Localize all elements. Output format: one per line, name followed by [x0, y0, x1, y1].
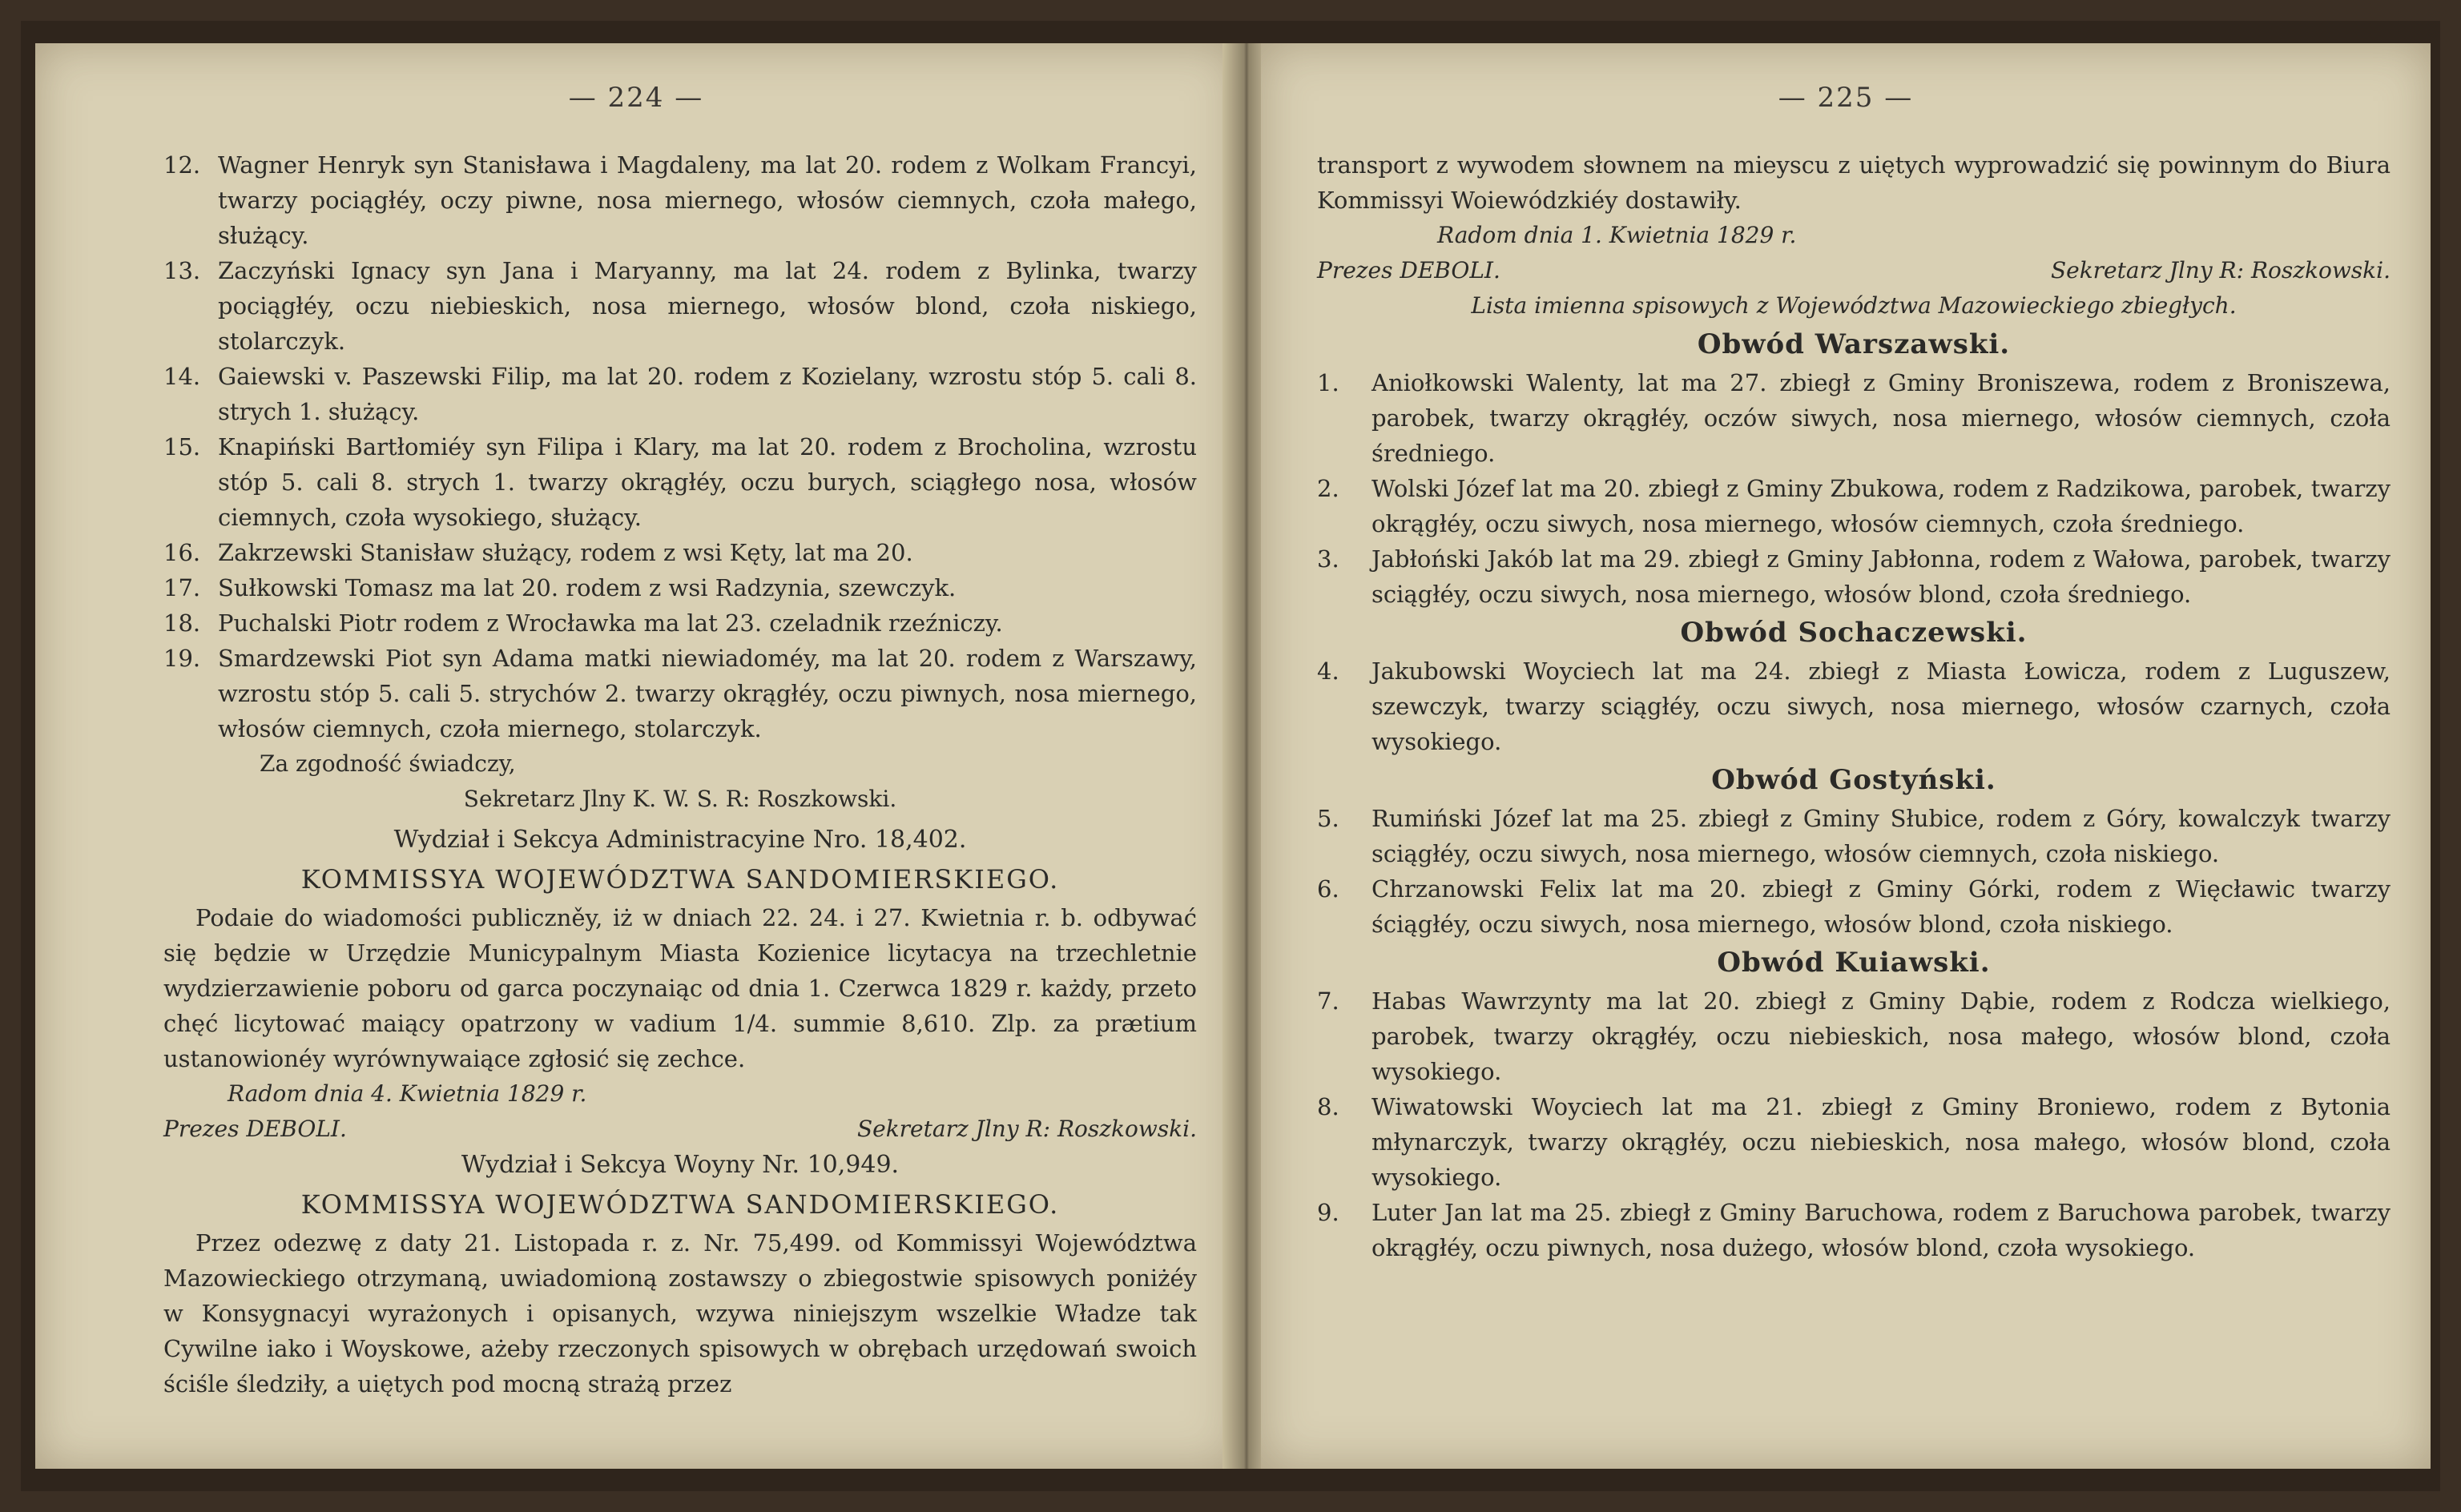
signature-row [1317, 253, 2391, 288]
entry-number: 8. [1317, 1093, 1339, 1120]
entry-number: 1. [1317, 369, 1339, 396]
department-line: Wydział i Sekcya Woyny Nr. 10,949. [461, 1151, 900, 1179]
list-item [1317, 653, 2391, 759]
list-item [163, 429, 1197, 535]
entry-text: Zaczyński Ignacy syn Jana i Maryanny, ma lat 24. rodem z Bylinka, twarzy pociągłéy, oczu niebieskich, nosa miernego, włosów blond, czoła niskiego, stolarczyk. [218, 257, 1197, 355]
entry-text: Gaiewski v. Paszewski Filip, ma lat 20. rodem z Kozielany, wzrostu stóp 5. cali 8. strych 1. służący. [218, 363, 1197, 425]
district-heading: Obwód Warszawski. [1697, 328, 2011, 360]
district-heading: Obwód Gostyński. [1711, 764, 1996, 796]
entry-text: Aniołkowski Walenty, lat ma 27. zbiegł z Gminy Broniszewa, rodem z Broniszewa, parobek, twarzy okrągłéy, oczów siwych, nosa miernego, włosów ciemnych, czoła średniego. [1371, 369, 2391, 467]
entry-number: 16. [163, 539, 201, 566]
entry-text: Sułkowski Tomasz ma lat 20. rodem z wsi Radzynia, szewczyk. [218, 574, 957, 601]
entry-number: 12. [163, 151, 201, 179]
list-item [1317, 365, 2391, 471]
entry-text: Knapiński Bartłomiéy syn Filipa i Klary, ma lat 20. rodem z Brocholina, wzrostu stóp 5. cali 8. strych 1. twarzy okrągłéy, oczu burych, sciągłego nosa, włosów ciemnych, czoła wysokiego, służący. [218, 433, 1197, 531]
entry-number: 9. [1317, 1199, 1339, 1226]
list-item [1317, 801, 2391, 871]
entry-text: Zakrzewski Stanisław służący, rodem z wsi Kęty, lat ma 20. [218, 539, 913, 566]
date-line: Radom dnia 4. Kwietnia 1829 r. [228, 1080, 587, 1107]
left-page [35, 43, 1237, 1469]
entry-number: 4. [1317, 657, 1339, 685]
right-page [1261, 43, 2431, 1469]
list-item [163, 147, 1197, 253]
list-item [1317, 1195, 2391, 1265]
list-item [163, 641, 1197, 746]
secretary-signature: Sekretarz Jlny R: Roszkowski. [856, 1116, 1197, 1142]
entry-text: Jabłoński Jakób lat ma 29. zbiegł z Gminy Jabłonna, rodem z Wałowa, parobek, twarzy sciągłéy, oczu siwych, nosa miernego, włosów blond, czoła średniego. [1371, 545, 2391, 608]
signature-row [163, 1112, 1197, 1147]
entry-number: 19. [163, 645, 201, 672]
list-item [163, 570, 1197, 605]
prezes-signature: Prezes DEBOLI. [1317, 257, 1500, 284]
commission-heading: KOMMISSYA WOJEWÓDZTWA SANDOMIERSKIEGO. [300, 1189, 1060, 1220]
list-item [163, 605, 1197, 641]
entry-text: Jakubowski Woyciech lat ma 24. zbiegł z Miasta Łowicza, rodem z Luguszew, szewczyk, twarzy sciągłéy, oczu siwych, nosa miernego, włosów czarnych, czoła wysokiego. [1371, 657, 2391, 755]
secretary-signature: Sekretarz Jlny K. W. S. R: Roszkowski. [463, 786, 897, 812]
entry-number: 6. [1317, 875, 1339, 903]
book-spread [21, 21, 2440, 1491]
continuation-text: transport z wywodem słownem na mieyscu z uiętych wyprowadzić się powinnym do Biura Kommissyi Woiewódzkiéy dostawiły. [1317, 151, 2391, 214]
entry-number: 5. [1317, 805, 1339, 832]
entry-number: 7. [1317, 987, 1339, 1015]
list-item [1317, 471, 2391, 541]
entry-text: Rumiński Józef lat ma 25. zbiegł z Gminy Słubice, rodem z Góry, kowalczyk twarzy sciągłéy, oczu siwych, nosa miernego, włosów ciemnych, czoła niskiego. [1371, 805, 2391, 867]
entry-number: 17. [163, 574, 201, 601]
notice-paragraph: Przez odezwę z daty 21. Listopada r. z. Nr. 75,499. od Kommissyi Województwa Mazowieckiego otrzymaną, uwiadomioną zostawszy o zbiegostwie spisowych poniżéy w Konsygnacyi wyrażonych i opisanych, wzywa niniejszym wszelkie Władze tak Cywilne iako i Woyskowe, ażeby rzeczonych spisowych w obrębach urzędowań swoich ściśle śledziły, a uiętych pod mocną strażą przez [163, 1229, 1197, 1397]
list-item [163, 535, 1197, 570]
district-heading: Obwód Kuiawski. [1717, 947, 1991, 979]
list-item [163, 359, 1197, 429]
list-item [1317, 1089, 2391, 1195]
entry-number: 3. [1317, 545, 1339, 573]
date-line: Radom dnia 1. Kwietnia 1829 r. [1437, 222, 1797, 248]
entry-number: 13. [163, 257, 201, 284]
entry-number: 14. [163, 363, 201, 390]
entry-text: Wolski Józef lat ma 20. zbiegł z Gminy Zbukowa, rodem z Radzikowa, parobek, twarzy okrągłéy, oczu siwych, nosa miernego, włosów ciemnych, czoła średniego. [1371, 475, 2391, 537]
entry-text: Smardzewski Piot syn Adama matki niewiadoméy, ma lat 20. rodem z Warszawy, wzrostu stóp 5. cali 5. strychów 2. twarzy okrągłéy, oczu piwnych, nosa miernego, włosów ciemnych, czoła miernego, stolarczyk. [218, 645, 1197, 742]
secretary-signature: Sekretarz Jlny R: Roszkowski. [2050, 257, 2391, 284]
entry-text: Habas Wawrzynty ma lat 20. zbiegł z Gminy Dąbie, rodem z Rodcza wielkiego, parobek, twarzy okrągłéy, oczu niebieskich, nosa małego, włosów blond, czoła wysokiego. [1371, 987, 2391, 1085]
notice-paragraph: Podaie do wiadomości publiczněy, iż w dniach 22. 24. i 27. Kwietnia r. b. odbywać się będzie w Urzędzie Municypalnym Miasta Kozienice licytacya na trzechletnie wydzierzawienie poboru od garca poczynaiąc od dnia 1. Czerwca 1829 r. każdy, przeto chęć licytować maiący opatrzony w vadium 1/4. summie 8,610. Zlp. za prætium ustanowionéy wyrównywaiące zgłosić się zechce. [163, 904, 1197, 1072]
list-title: Lista imienna spisowych z Województwa Mazowieckiego zbiegłych. [1471, 292, 2237, 319]
entry-number: 2. [1317, 475, 1339, 502]
conformity-line: Za zgodność świadczy, [260, 750, 516, 777]
entry-text: Puchalski Piotr rodem z Wrocławka ma lat 23. czeladnik rzeźniczy. [218, 609, 1003, 637]
list-item [1317, 871, 2391, 942]
list-item [1317, 983, 2391, 1089]
list-item [1317, 541, 2391, 612]
district-heading: Obwód Sochaczewski. [1680, 617, 2028, 649]
entry-text: Wiwatowski Woyciech lat ma 21. zbiegł z Gminy Broniewo, rodem z Bytonia młynarczyk, twarzy okrągłéy, oczu niebieskich, nosa małego, włosów blond, czoła wysokiego. [1371, 1093, 2391, 1191]
list-item [163, 253, 1197, 359]
page-number-left: — 224 — [568, 82, 704, 114]
left-column [163, 147, 1197, 1401]
commission-heading: KOMMISSYA WOJEWÓDZTWA SANDOMIERSKIEGO. [300, 864, 1060, 895]
right-column [1317, 147, 2391, 1265]
entry-text: Wagner Henryk syn Stanisława i Magdaleny, ma lat 20. rodem z Wolkam Francyi, twarzy pociągłéy, oczy piwne, nosa miernego, włosów ciemnych, czoła małego, służący. [218, 151, 1197, 249]
page-number-right: — 225 — [1778, 82, 1914, 114]
prezes-signature: Prezes DEBOLI. [163, 1116, 347, 1142]
entry-number: 18. [163, 609, 201, 637]
entry-text: Luter Jan lat ma 25. zbiegł z Gminy Baruchowa, rodem z Baruchowa parobek, twarzy okrągłéy, oczu piwnych, nosa dużego, włosów blond, czoła wysokiego. [1371, 1199, 2391, 1261]
entry-text: Chrzanowski Felix lat ma 20. zbiegł z Gminy Górki, rodem z Więcławic twarzy ściągłéy, oczu siwych, nosa miernego, włosów blond, czoła niskiego. [1371, 875, 2391, 938]
department-line: Wydział i Sekcya Administracyine Nro. 18,402. [393, 826, 967, 854]
entry-number: 15. [163, 433, 201, 460]
